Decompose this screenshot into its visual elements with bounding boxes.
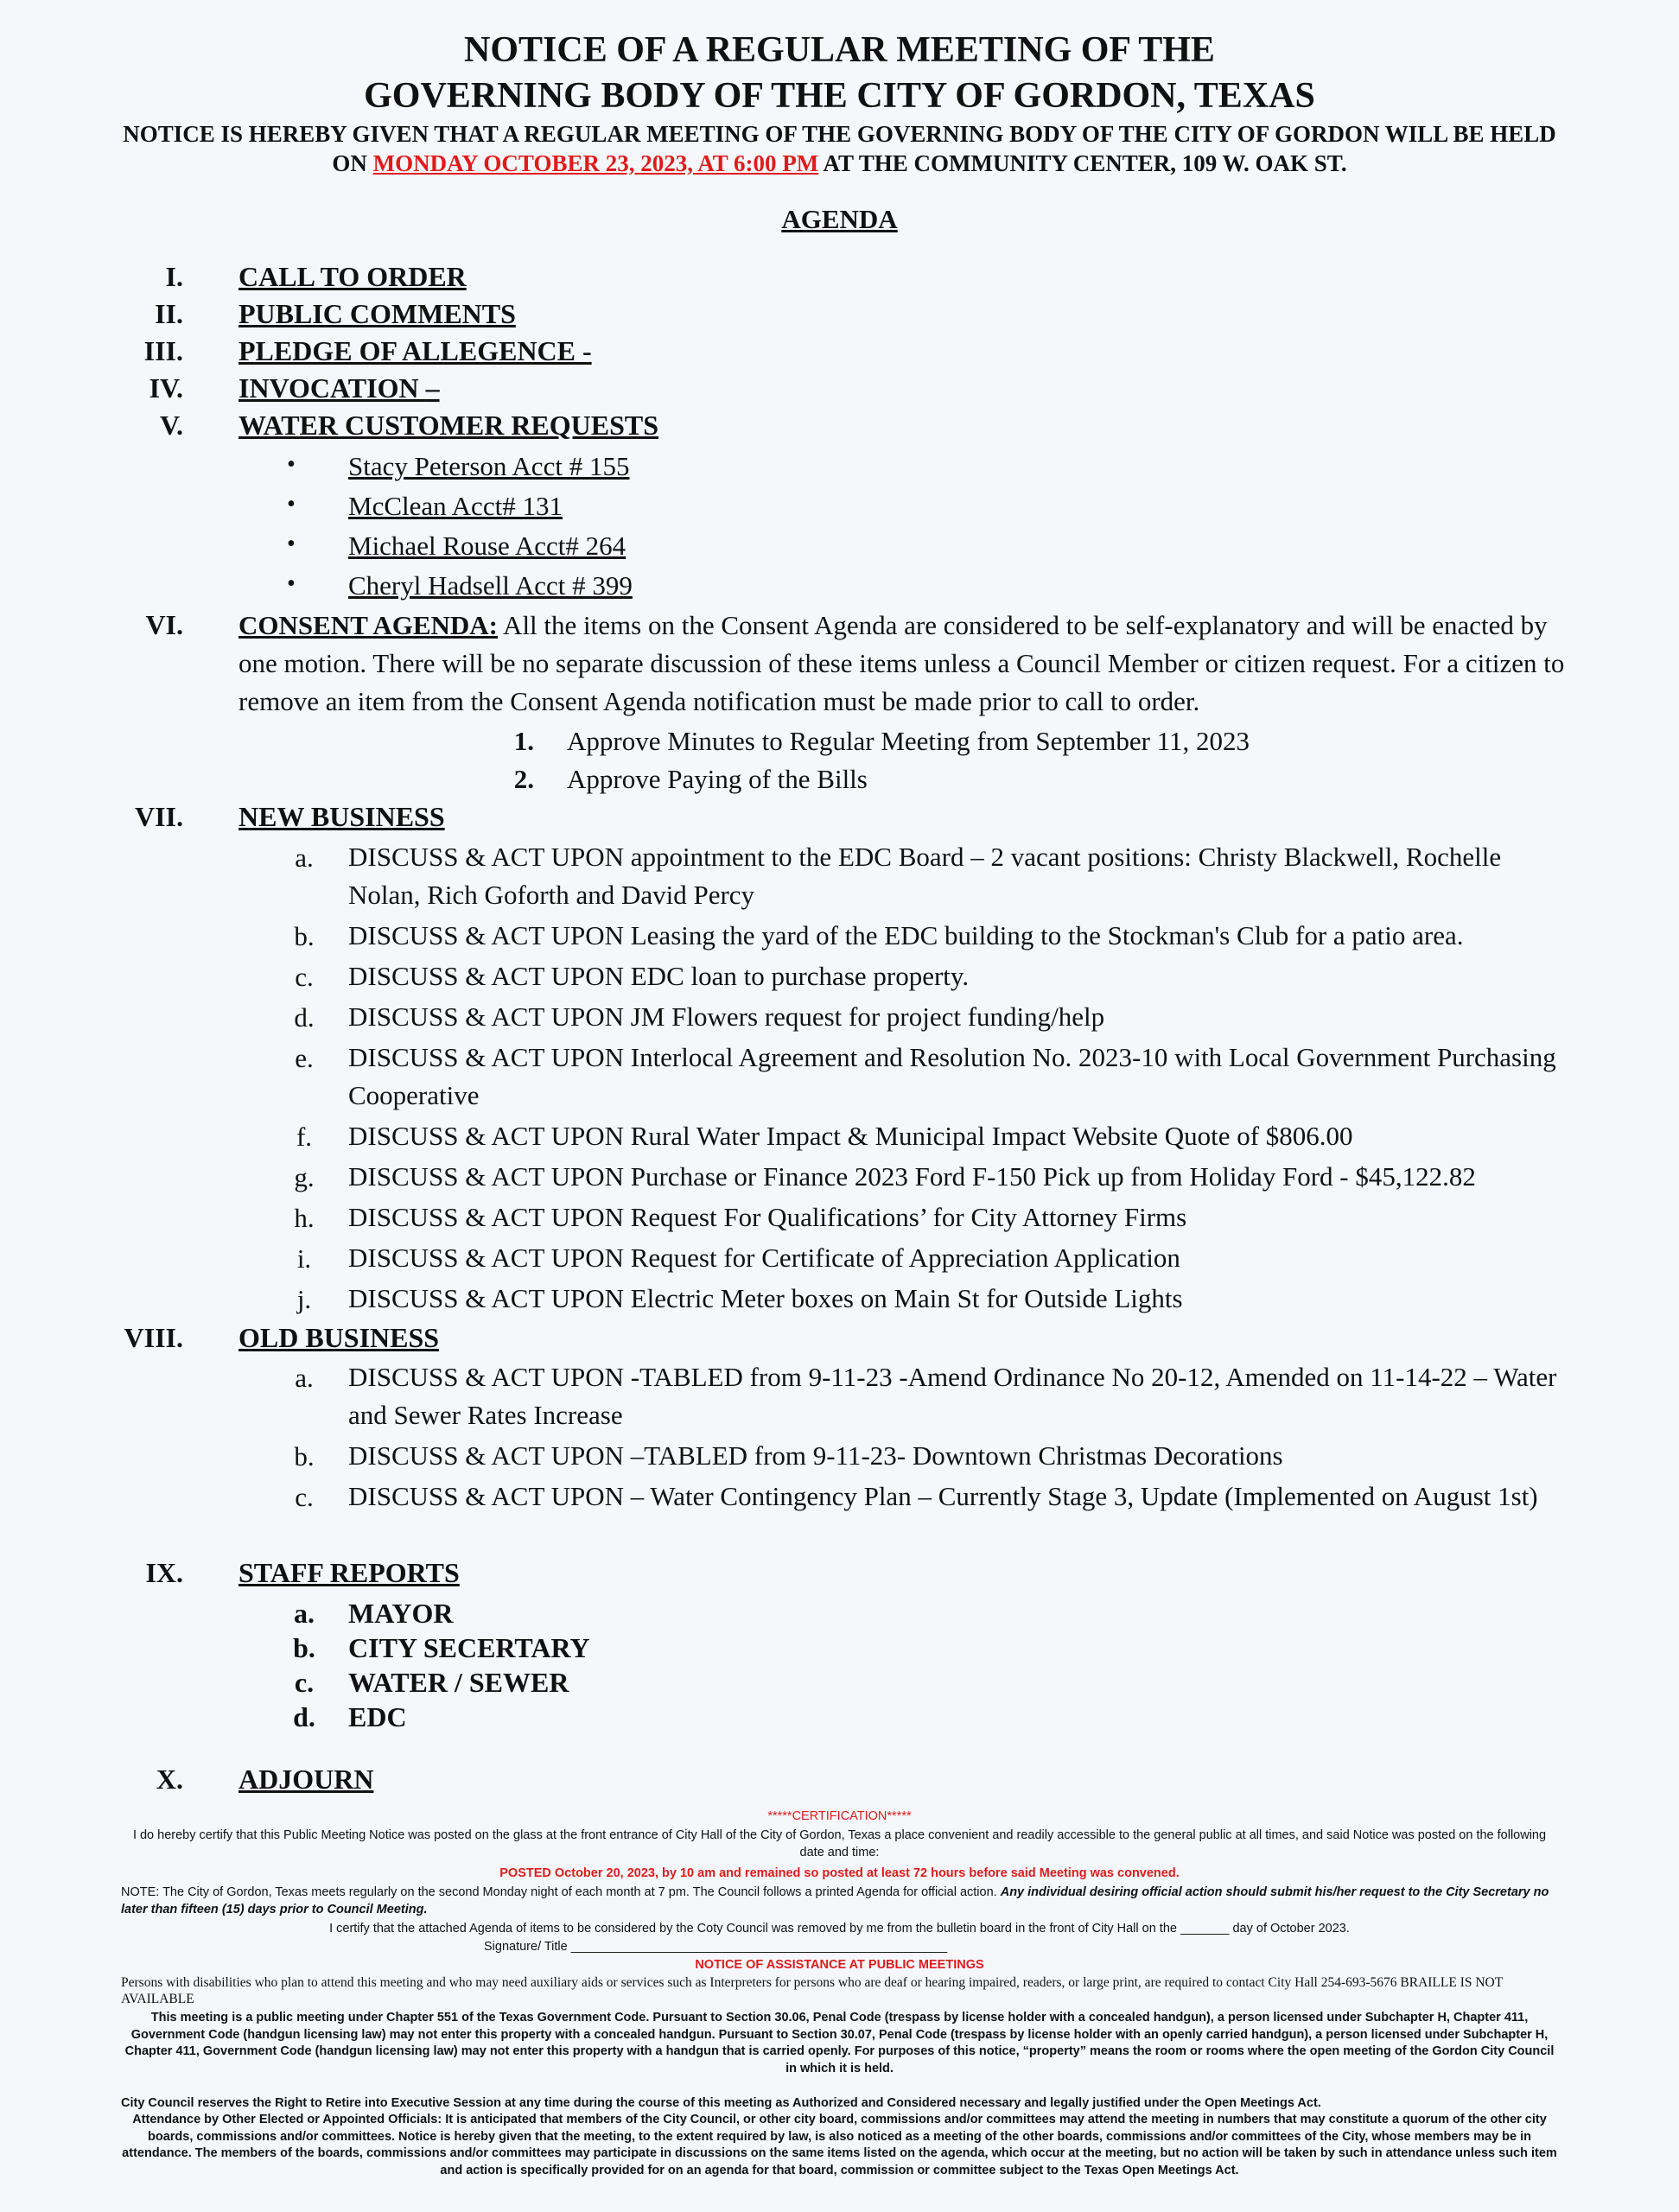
item-letter: c.	[294, 1667, 315, 1698]
item-letter: i.	[296, 1243, 312, 1274]
section-old-business: OLD BUSINESS	[238, 1322, 440, 1353]
consent-item-number: 2.	[513, 764, 534, 794]
old-business-item: DISCUSS & ACT UPON –TABLED from 9-11-23- Downtown Christmas Decorations	[348, 1440, 1283, 1471]
section-number: VIII.	[124, 1322, 183, 1353]
signature-line: Signature/ Title ______________________________________________________	[484, 1940, 948, 1954]
notice-suffix: AT THE COMMUNITY CENTER, 109 W. OAK ST.	[818, 150, 1347, 176]
staff-report-item: CITY SECERTARY	[348, 1632, 590, 1663]
posted-date: POSTED October 20, 2023, by 10 am and remained so posted at least 72 hours before said Meeting was convened.	[499, 1866, 1180, 1880]
section-number: X.	[156, 1764, 183, 1795]
assistance-text: Persons with disabilities who plan to attend this meeting and who may need auxiliary aids or services such as Interpreters for persons who are deaf or hearing impaired, readers, or large print, are required to contact City Hall 254-693-5676 BRAILLE IS NOT AVAILABLE	[121, 1975, 1503, 2006]
agenda-heading: AGENDA	[781, 204, 898, 234]
notice-title-line2: GOVERNING BODY OF THE CITY OF GORDON, TEXAS	[364, 76, 1315, 116]
meeting-date: MONDAY OCTOBER 23, 2023, AT 6:00 PM	[372, 150, 819, 176]
new-business-item: DISCUSS & ACT UPON appointment to the EDC Board – 2 vacant positions: Christy Blackwell, Rochelle Nolan, Rich Goforth and David Percy	[348, 842, 1502, 910]
consent-agenda-paragraph	[238, 607, 1569, 721]
staff-report-item: MAYOR	[348, 1598, 454, 1629]
note-text: NOTE: The City of Gordon, Texas meets regularly on the second Monday night of each month at 7 pm. The Council follows a printed Agenda for official action.	[121, 1885, 1001, 1899]
section-number: IX.	[145, 1557, 183, 1588]
item-letter: a.	[295, 842, 314, 873]
bullet-icon: •	[287, 451, 296, 478]
invocation-dash: –	[425, 372, 440, 404]
meeting-note	[121, 1884, 1558, 1918]
water-request-item: Michael Rouse Acct# 264	[348, 531, 626, 561]
old-business-item: DISCUSS & ACT UPON -TABLED from 9-11-23 -Amend Ordinance No 20-12, Amended on 11-14-22 – Water and Sewer Rates Increase	[348, 1362, 1557, 1430]
bullet-icon: •	[287, 531, 296, 557]
new-business-item: DISCUSS & ACT UPON Request For Qualifications’ for City Attorney Firms	[348, 1202, 1187, 1232]
item-letter: b.	[294, 921, 315, 951]
item-letter: a.	[295, 1363, 314, 1393]
handgun-notice: This meeting is a public meeting under Chapter 551 of the Texas Government Code. Pursuant to Section 30.06, Penal Code (trespass by license holder with a concealed handgun), a person licensed under Subchapter H, Chapter 411, Government Code (handgun licensing law) may not enter this property with a concealed handgun. Pursuant to Section 30.07, Penal Code (trespass by license holder with an openly carried handgun), a person licensed under Subchapter H, Chapter 411, Government Code (handgun licensing law) may not enter this property with a handgun that is carried openly. For purposes of this notice, “property” means the room or rooms where the open meeting of the Gordon City Council in which it is held.	[124, 2011, 1555, 2075]
executive-session-notice: City Council reserves the Right to Retire into Executive Session at any time during the course of this meeting as Authorized and Considered necessary and legally justified under the Open Meetings Act.	[121, 2096, 1321, 2110]
new-business-item: DISCUSS & ACT UPON Rural Water Impact & Municipal Impact Website Quote of $806.00	[348, 1121, 1353, 1151]
section-number: I.	[165, 261, 183, 292]
water-request-item: McClean Acct# 131	[348, 491, 563, 521]
water-request-item: Cheryl Hadsell Acct # 399	[348, 570, 633, 601]
item-letter: c.	[295, 962, 314, 992]
new-business-item: DISCUSS & ACT UPON Purchase or Finance 2023 Ford F-150 Pick up from Holiday Ford - $45,122.82	[348, 1161, 1476, 1192]
section-public-comments: PUBLIC COMMENTS	[238, 298, 516, 329]
section-invocation	[238, 372, 440, 404]
notice-title-line1: NOTICE OF A REGULAR MEETING OF THE	[464, 30, 1215, 70]
consent-item: Approve Paying of the Bills	[567, 764, 868, 794]
item-letter: j.	[296, 1284, 312, 1314]
section-number: VII.	[134, 801, 183, 832]
new-business-item: DISCUSS & ACT UPON EDC loan to purchase property.	[348, 961, 970, 991]
staff-report-item: EDC	[348, 1701, 407, 1732]
section-staff-reports: STAFF REPORTS	[238, 1557, 460, 1588]
section-call-to-order: CALL TO ORDER	[238, 261, 467, 292]
new-business-item: DISCUSS & ACT UPON Leasing the yard of the EDC building to the Stockman's Club for a patio area.	[348, 920, 1464, 950]
section-number: II.	[155, 298, 183, 329]
item-letter: b.	[294, 1441, 315, 1471]
section-number: III.	[143, 335, 183, 366]
note-request-deadline: Any individual desiring official action should submit his/her request to the City Secretary no later than fifteen (15) days prior to Council Meeting.	[121, 1885, 1549, 1916]
item-letter: f.	[296, 1122, 313, 1152]
new-business-item: DISCUSS & ACT UPON Request for Certificate of Appreciation Application	[348, 1243, 1180, 1273]
section-number: VI.	[145, 609, 183, 640]
certification-text: I do hereby certify that this Public Meeting Notice was posted on the glass at the front entrance of City Hall of the City of Gordon, Texas a place convenient and readily accessible to the general public at all times, and said Notice was posted on the following date and time:	[132, 1828, 1547, 1859]
section-adjourn: ADJOURN	[238, 1764, 374, 1795]
item-letter: c.	[295, 1482, 314, 1512]
attendance-notice: Attendance by Other Elected or Appointed Officials: It is anticipated that members of the City Council, or other city board, commissions and/or committees may attend the meeting in numbers that may constitute a quorum of the other city boards, commissions and/or committees. Notice is hereby given that the meeting, to the extent required by law, is also noticed as a meeting of the other boards, commissions and/or committees of the City, whose members may be in attendance. The members of the boards, commissions and/or committees may participate in discussions on the same items listed on the agenda, which occur at the meeting, but no action will be taken by such in attendance unless such item and action is specifically provided for on an agenda for that board, commission or committee subject to the Texas Open Meetings Act.	[122, 2113, 1557, 2177]
new-business-item: DISCUSS & ACT UPON Electric Meter boxes on Main St for Outside Lights	[348, 1283, 1183, 1313]
old-business-item: DISCUSS & ACT UPON – Water Contingency Plan – Currently Stage 3, Update (Implemented on August 1st)	[348, 1481, 1538, 1511]
invocation-label: INVOCATION	[238, 372, 426, 404]
section-pledge: PLEDGE OF ALLEGENCE -	[238, 335, 592, 366]
item-letter: d.	[294, 1002, 315, 1033]
item-letter: e.	[295, 1043, 314, 1073]
section-water-customer-requests: WATER CUSTOMER REQUESTS	[238, 410, 659, 441]
water-request-item: Stacy Peterson Acct # 155	[348, 451, 630, 481]
removal-certification: I certify that the attached Agenda of items to be considered by the Coty Council was removed by me from the bulletin board in the front of City Hall on the _______ day of October 2023.	[329, 1922, 1350, 1936]
bullet-icon: •	[287, 570, 296, 597]
new-business-item: DISCUSS & ACT UPON Interlocal Agreement and Resolution No. 2023-10 with Local Government Purchasing Cooperative	[348, 1042, 1556, 1110]
consent-agenda-label: CONSENT AGENDA:	[238, 610, 499, 640]
notice-prefix: NOTICE IS HEREBY GIVEN THAT A REGULAR MEETING OF THE GOVERNING BODY OF THE CITY OF GORDON WILL BE HELD ON	[123, 121, 1556, 176]
staff-report-item: WATER / SEWER	[348, 1667, 569, 1698]
bullet-icon: •	[287, 491, 296, 518]
item-letter: h.	[294, 1203, 315, 1233]
meeting-notice-statement	[121, 119, 1558, 178]
consent-item: Approve Minutes to Regular Meeting from September 11, 2023	[567, 726, 1250, 756]
section-number: IV.	[149, 372, 183, 404]
item-letter: a.	[294, 1598, 315, 1629]
item-letter: d.	[293, 1701, 315, 1732]
item-letter: g.	[294, 1162, 315, 1192]
item-letter: b.	[293, 1632, 315, 1663]
certification-heading: *****CERTIFICATION*****	[767, 1809, 912, 1823]
assistance-heading: NOTICE OF ASSISTANCE AT PUBLIC MEETINGS	[695, 1958, 984, 1972]
new-business-item: DISCUSS & ACT UPON JM Flowers request for project funding/help	[348, 1001, 1105, 1032]
consent-item-number: 1.	[513, 726, 534, 756]
section-new-business: NEW BUSINESS	[238, 801, 445, 832]
section-number: V.	[160, 410, 183, 441]
consent-agenda-text: All the items on the Consent Agenda are considered to be self-explanatory and will be enacted by one motion. There will be no separate discussion of these items unless a Council Member or citizen request. For a citizen to remove an item from the Consent Agenda notification must be made prior to call to order.	[238, 610, 1565, 716]
